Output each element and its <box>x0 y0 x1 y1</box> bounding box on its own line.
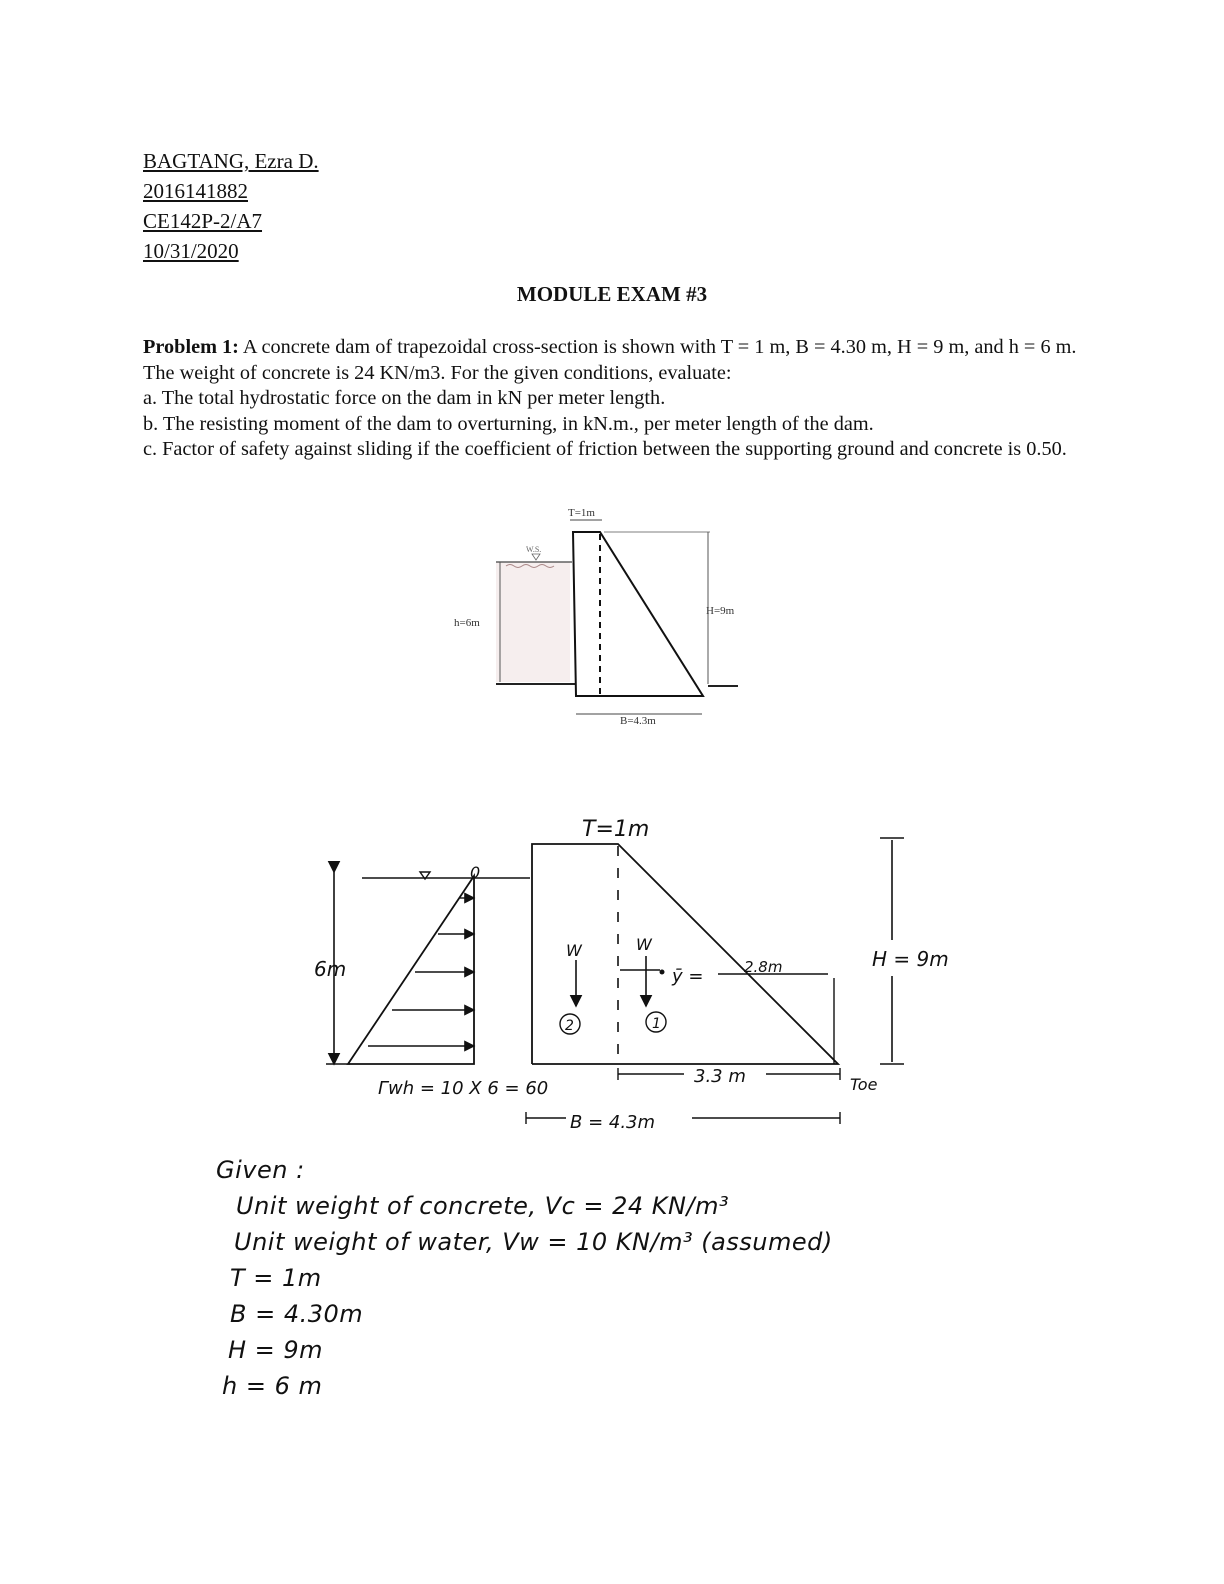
problem-item-c: c. Factor of safety against sliding if the coefficient of friction between the supporting ground and concrete is 0.50. <box>143 438 1067 460</box>
problem-item-b: b. The resisting moment of the dam to overturning, in kN.m., per meter length of the dam. <box>143 412 874 435</box>
printed-dam-figure <box>440 500 760 740</box>
w2-label: W <box>566 941 582 960</box>
problem-label: Problem 1: <box>143 336 239 358</box>
water-region <box>496 562 570 682</box>
big-h-label: H=9m <box>706 605 735 617</box>
ws-label: W.S. <box>526 545 542 554</box>
given-unit-weight-concrete: Unit weight of concrete, Vc = 24 KN/m³ <box>236 1192 730 1220</box>
given-t: T = 1m <box>230 1264 322 1292</box>
given-small-h: h = 6 m <box>222 1372 323 1400</box>
ybar-label: ȳ = <box>672 966 704 987</box>
course-section: CE142P-2/A7 <box>143 209 263 233</box>
ws-triangle-icon <box>532 554 540 560</box>
base-right-label: 3.3 m <box>694 1066 746 1087</box>
exam-date: 10/31/2020 <box>143 239 239 263</box>
pressure-label: Γwh = 10 X 6 = 60 <box>378 1078 549 1099</box>
hand-b-label: B = 4.3m <box>570 1112 656 1133</box>
given-section <box>216 1152 833 1404</box>
problem-statement <box>143 335 1083 463</box>
h-label: h=6m <box>454 617 480 629</box>
b-label: B=4.3m <box>620 715 656 727</box>
hand-t-label: T=1m <box>582 817 650 842</box>
given-b: B = 4.30m <box>230 1300 364 1328</box>
handdrawn-dam-diagram <box>300 810 980 1140</box>
ybar-value: 2.8m <box>744 958 783 976</box>
pressure-triangle <box>348 876 474 1064</box>
circle-1-label: 1 <box>652 1016 661 1032</box>
t-label: T=1m <box>568 507 595 519</box>
given-heading: Given : <box>216 1156 305 1184</box>
hand-depth-label: 6m <box>314 957 347 981</box>
given-h: H = 9m <box>228 1336 324 1364</box>
problem-item-a: a. The total hydrostatic force on the dam in kN per meter length. <box>143 387 666 409</box>
student-name: BAGTANG, Ezra D. <box>143 149 319 173</box>
student-id: 2016141882 <box>143 179 248 203</box>
pressure-arrows <box>368 898 474 1046</box>
student-header <box>143 146 319 266</box>
centroid-dot <box>660 970 665 975</box>
toe-label: Toe <box>850 1075 878 1094</box>
exam-title: MODULE EXAM #3 <box>516 282 708 306</box>
dam-section <box>573 532 703 696</box>
problem-text: A concrete dam of trapezoidal cross-section is shown with T = 1 m, B = 4.30 m, H = 9 m, and h = 6 m. The weight of concrete is 24 KN/m3. For the given conditions, evaluate: <box>143 336 1077 384</box>
hand-h-label: H = 9m <box>872 947 949 971</box>
w1-label: W <box>636 935 652 954</box>
given-unit-weight-water: Unit weight of water, Vw = 10 KN/m³ (assumed) <box>234 1228 833 1256</box>
circle-2-label: 2 <box>565 1018 574 1034</box>
zero-label: 0 <box>470 863 481 882</box>
